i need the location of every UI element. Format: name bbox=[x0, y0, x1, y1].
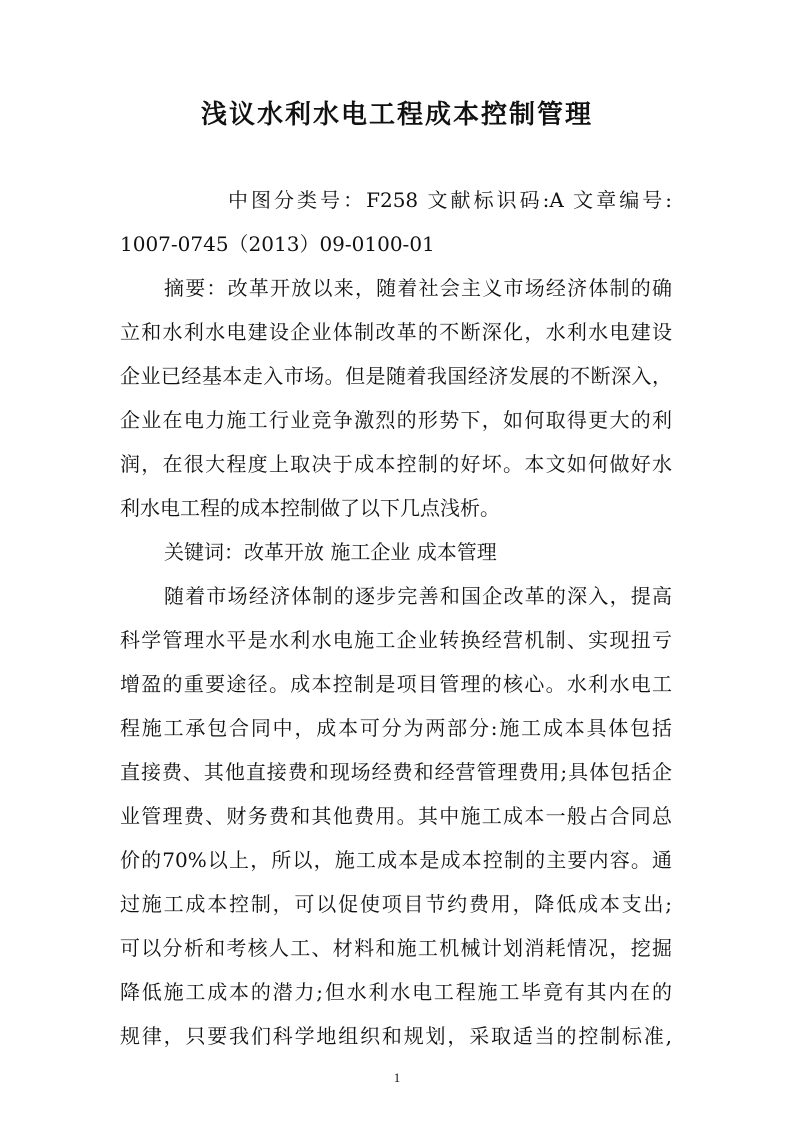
abstract-line: 企业在电力施工行业竞争激烈的形势下，如何取得更大的利 bbox=[120, 408, 672, 432]
page-number: 1 bbox=[393, 1070, 401, 1085]
body-line: 增盈的重要途径。成本控制是项目管理的核心。水利水电工 bbox=[120, 672, 672, 696]
body-line: 业管理费、财务费和其他费用。其中施工成本一般占合同总 bbox=[120, 804, 672, 828]
document-title: 浅议水利水电工程成本控制管理 bbox=[200, 100, 593, 130]
abstract-line: 利水电工程的成本控制做了以下几点浅析。 bbox=[120, 496, 500, 520]
keywords-line: 关键词：改革开放 施工企业 成本管理 bbox=[164, 540, 497, 564]
body-line: 随着市场经济体制的逐步完善和国企改革的深入，提高 bbox=[164, 584, 672, 608]
body-line: 程施工承包合同中，成本可分为两部分:施工成本具体包括 bbox=[120, 716, 672, 740]
classification-line: 中图分类号：F258 文献标识码:A 文章编号: bbox=[228, 188, 672, 212]
body-line: 降低施工成本的潜力;但水利水电工程施工毕竟有其内在的 bbox=[120, 980, 672, 1004]
abstract-line: 润，在很大程度上取决于成本控制的好坏。本文如何做好水 bbox=[120, 452, 672, 476]
body-line: 规律，只要我们科学地组织和规划，采取适当的控制标准, bbox=[120, 1024, 672, 1048]
abstract-line: 摘要：改革开放以来，随着社会主义市场经济体制的确 bbox=[164, 276, 672, 300]
abstract-line: 企业已经基本走入市场。但是随着我国经济发展的不断深入， bbox=[120, 364, 672, 388]
body-line: 价的70%以上，所以，施工成本是成本控制的主要内容。通 bbox=[120, 848, 672, 872]
abstract-line: 立和水利水电建设企业体制改革的不断深化，水利水电建设 bbox=[120, 320, 672, 344]
body-line: 直接费、其他直接费和现场经费和经营管理费用;具体包括企 bbox=[120, 760, 672, 784]
article-number-line: 1007-0745（2013）09-0100-01 bbox=[120, 232, 435, 256]
body-line: 科学管理水平是水利水电施工企业转换经营机制、实现扭亏 bbox=[120, 628, 672, 652]
body-line: 过施工成本控制，可以促使项目节约费用，降低成本支出; bbox=[120, 892, 672, 916]
body-line: 可以分析和考核人工、材料和施工机械计划消耗情况，挖掘 bbox=[120, 936, 672, 960]
